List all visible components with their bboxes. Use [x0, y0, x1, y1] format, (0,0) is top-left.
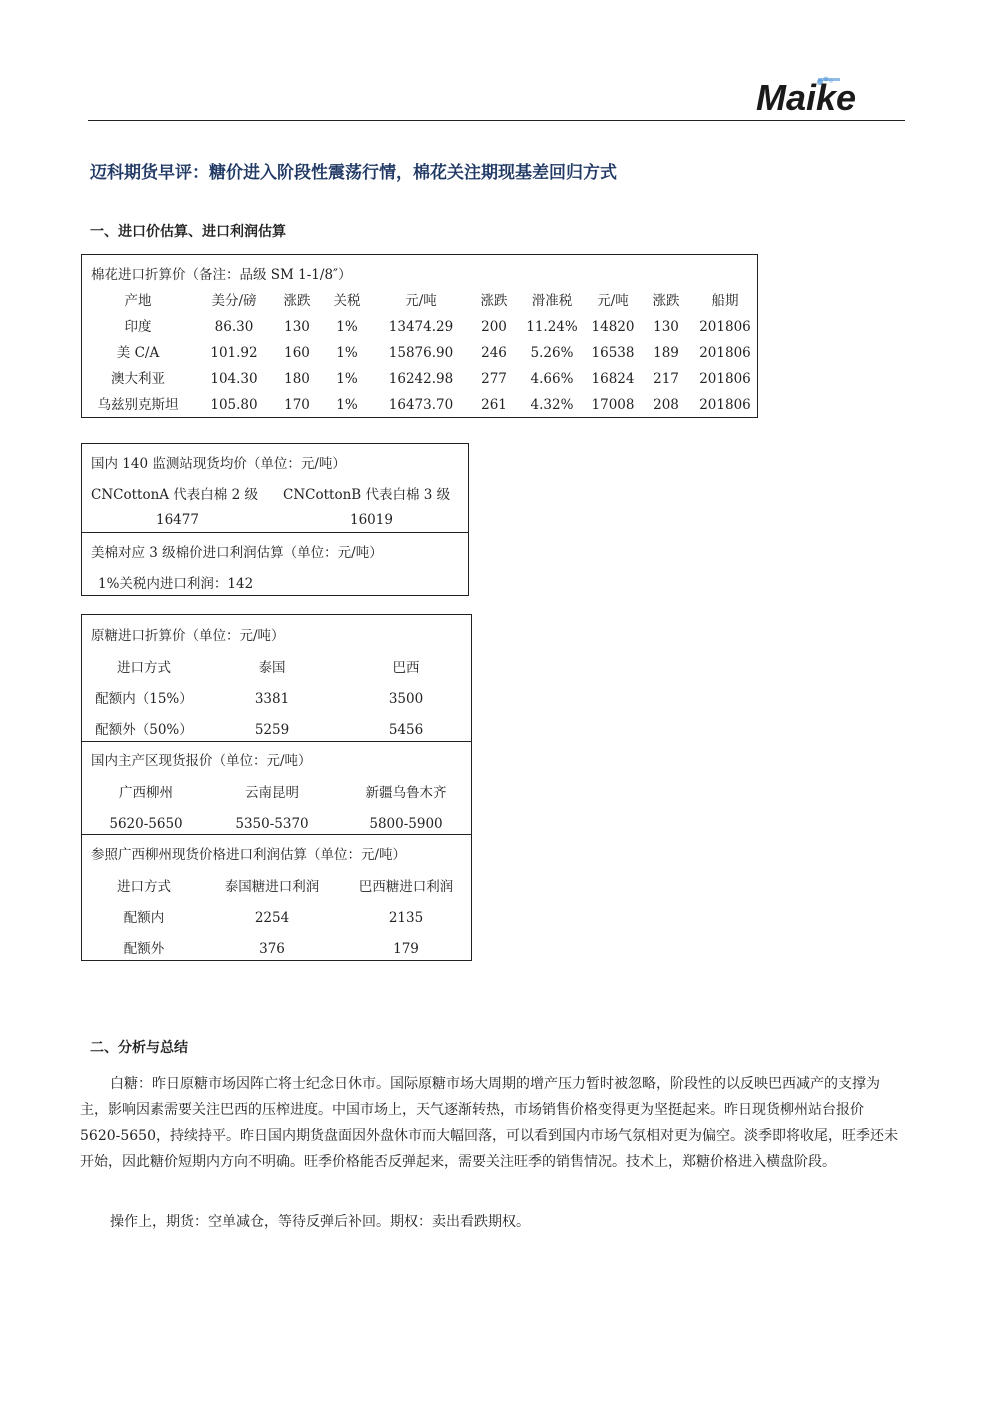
table-cell: 1%: [336, 319, 358, 335]
header-cell: 美分/磅: [211, 293, 257, 309]
table-cell: 配额内: [123, 910, 165, 926]
table-cell: 4.66%: [530, 371, 574, 387]
table-cell: 配额外（50%）: [95, 722, 193, 738]
table-cell: 美 C/A: [116, 345, 160, 361]
table-cell: 130: [653, 319, 679, 335]
table-row: [82, 936, 471, 962]
section-heading-analysis: 二、分析与总结: [90, 1040, 188, 1056]
cncb-label: CNCottonB 代表白棉 3 级: [283, 487, 451, 503]
header-cell: 滑准税: [531, 293, 573, 309]
table-cell: 1%: [336, 345, 358, 361]
cnca-label: CNCottonA 代表白棉 2 级: [91, 487, 258, 503]
table-cell: 3381: [254, 691, 290, 707]
table-cell: 200: [481, 319, 507, 335]
sugar-import-caption: 原糖进口折算价（单位：元/吨）: [91, 628, 285, 644]
divider: [82, 834, 471, 835]
report-title: 迈科期货早评：糖价进入阶段性震荡行情，棉花关注期现基差回归方式: [90, 163, 617, 183]
section-heading-import: 一、进口价估算、进口利润估算: [90, 224, 286, 240]
table-cell: 11.24%: [526, 319, 578, 335]
table-cell: 3500: [388, 691, 424, 707]
table-cell: 5.26%: [530, 345, 574, 361]
table-cell: 2254: [254, 910, 290, 926]
header-cell: 元/吨: [405, 293, 437, 309]
header-cell: 涨跌: [283, 293, 311, 309]
table-cell: 104.30: [210, 371, 258, 387]
table-cell: 217: [653, 371, 679, 387]
sugar-spot-caption: 国内主产区现货报价（单位：元/吨）: [91, 753, 312, 769]
sugar-table: [81, 614, 472, 961]
table-row: [82, 905, 471, 931]
header-cell: 泰国糖进口利润: [224, 879, 320, 895]
table-cell: 130: [284, 319, 310, 335]
cotton-domestic-caption: 国内 140 监测站现货均价（单位：元/吨）: [91, 456, 346, 472]
table-cell: 1%: [336, 371, 358, 387]
company-logo: [752, 70, 892, 120]
table-cell: 376: [259, 941, 285, 957]
logo-graphic: [752, 70, 892, 120]
header-cell: 广西柳州: [119, 785, 173, 801]
table-cell: 201806: [699, 397, 751, 413]
operation-paragraph: 操作上，期货：空单减仓，等待反弹后补回。期权：卖出看跌期权。: [110, 1214, 530, 1230]
cotton-profit-value: 1%关税内进口利润：142: [98, 576, 254, 592]
table-cell: 208: [653, 397, 679, 413]
table-cell: 5259: [254, 722, 290, 738]
table-cell: 16473.70: [388, 397, 454, 413]
header-cell: 云南昆明: [245, 785, 299, 801]
table-cell: 15876.90: [388, 345, 454, 361]
table-cell: 2135: [388, 910, 424, 926]
header-cell: 进口方式: [117, 879, 171, 895]
table-cell: 14820: [591, 319, 635, 335]
table-cell: 5350-5370: [235, 816, 309, 832]
table-cell: 配额外: [123, 941, 165, 957]
divider: [82, 532, 468, 533]
header-cell: 巴西: [392, 660, 420, 676]
header-cell: 产地: [124, 293, 152, 309]
table-cell: 16242.98: [388, 371, 454, 387]
table-cell: 261: [481, 397, 507, 413]
table-cell: 277: [481, 371, 507, 387]
table-cell: 5456: [388, 722, 424, 738]
header-cell: 涨跌: [480, 293, 508, 309]
header-cell: 船期: [711, 293, 739, 309]
table-row: [82, 314, 757, 340]
table-cell: 澳大利亚: [111, 371, 165, 387]
table-cell: 4.32%: [530, 397, 574, 413]
header-cell: 关税: [333, 293, 361, 309]
table-cell: 201806: [699, 345, 751, 361]
table-cell: 101.92: [210, 345, 258, 361]
svg-text:Maike: Maike: [756, 77, 857, 118]
table-cell: 乌兹别克斯坦: [97, 397, 179, 413]
table-cell: 86.30: [214, 319, 254, 335]
sugar-profit-header-row: [82, 874, 471, 900]
table-row: [82, 366, 757, 392]
header-divider: [88, 120, 905, 121]
cotton-domestic-table: [81, 443, 469, 596]
table-cell: 201806: [699, 371, 751, 387]
analysis-paragraph: 白糖：昨日原糖市场因阵亡将士纪念日休市。国际原糖市场大周期的增产压力暂时被忽略，阶段性的以反映巴西减产的支撑为主，影响因素需要关注巴西的压榨进度。中国市场上，天气逐渐转热，市场销售价格变得更为坚挺起来。昨日现货柳州站台报价 5620-5650，持续持平。昨日国内期货盘面因外盘休市而大幅回落，可以看到国内市场气氛相对更为偏空。淡季即将收尾，旺季还未开始，因此糖价短期内方向不明确。旺季价格能否反弹起来，需要关注旺季的销售情况。技术上，郑糖价格进入横盘阶段。: [80, 1076, 898, 1170]
table-cell: 201806: [699, 319, 751, 335]
header-cell: 巴西糖进口利润: [358, 879, 454, 895]
table-cell: 246: [481, 345, 507, 361]
table-cell: 16538: [591, 345, 635, 361]
cotton-import-caption: 棉花进口折算价（备注：品级 SM 1-1/8″）: [91, 267, 352, 283]
divider: [82, 741, 471, 742]
header-cell: 进口方式: [117, 660, 171, 676]
table-cell: 配额内（15%）: [95, 691, 193, 707]
table-row: [82, 686, 471, 712]
header-cell: 泰国: [258, 660, 286, 676]
table-cell: 1%: [336, 397, 358, 413]
header-cell: 新疆乌鲁木齐: [365, 785, 447, 801]
table-cell: 5800-5900: [369, 816, 443, 832]
table-row: [82, 717, 471, 743]
sugar-import-header-row: [82, 655, 471, 681]
cotton-import-header-row: [82, 288, 757, 314]
header-cell: 元/吨: [597, 293, 629, 309]
sugar-profit-caption: 参照广西柳州现货价格进口利润估算（单位：元/吨）: [91, 847, 407, 863]
cnca-value: 16477: [156, 512, 199, 528]
table-cell: 13474.29: [388, 319, 454, 335]
table-row: [82, 392, 757, 418]
sugar-spot-header-row: [82, 780, 471, 806]
table-cell: 189: [653, 345, 679, 361]
cotton-profit-caption: 美棉对应 3 级棉价进口利润估算（单位：元/吨）: [91, 545, 383, 561]
table-cell: 16824: [591, 371, 635, 387]
table-cell: 170: [284, 397, 310, 413]
table-cell: 180: [284, 371, 310, 387]
table-cell: 105.80: [210, 397, 258, 413]
table-cell: 179: [393, 941, 419, 957]
table-cell: 5620-5650: [109, 816, 183, 832]
cotton-import-table: [81, 254, 758, 418]
table-cell: 160: [284, 345, 310, 361]
table-cell: 17008: [591, 397, 635, 413]
table-row: [82, 340, 757, 366]
cncb-value: 16019: [350, 512, 393, 528]
table-cell: 印度: [124, 319, 152, 335]
header-cell: 涨跌: [652, 293, 680, 309]
